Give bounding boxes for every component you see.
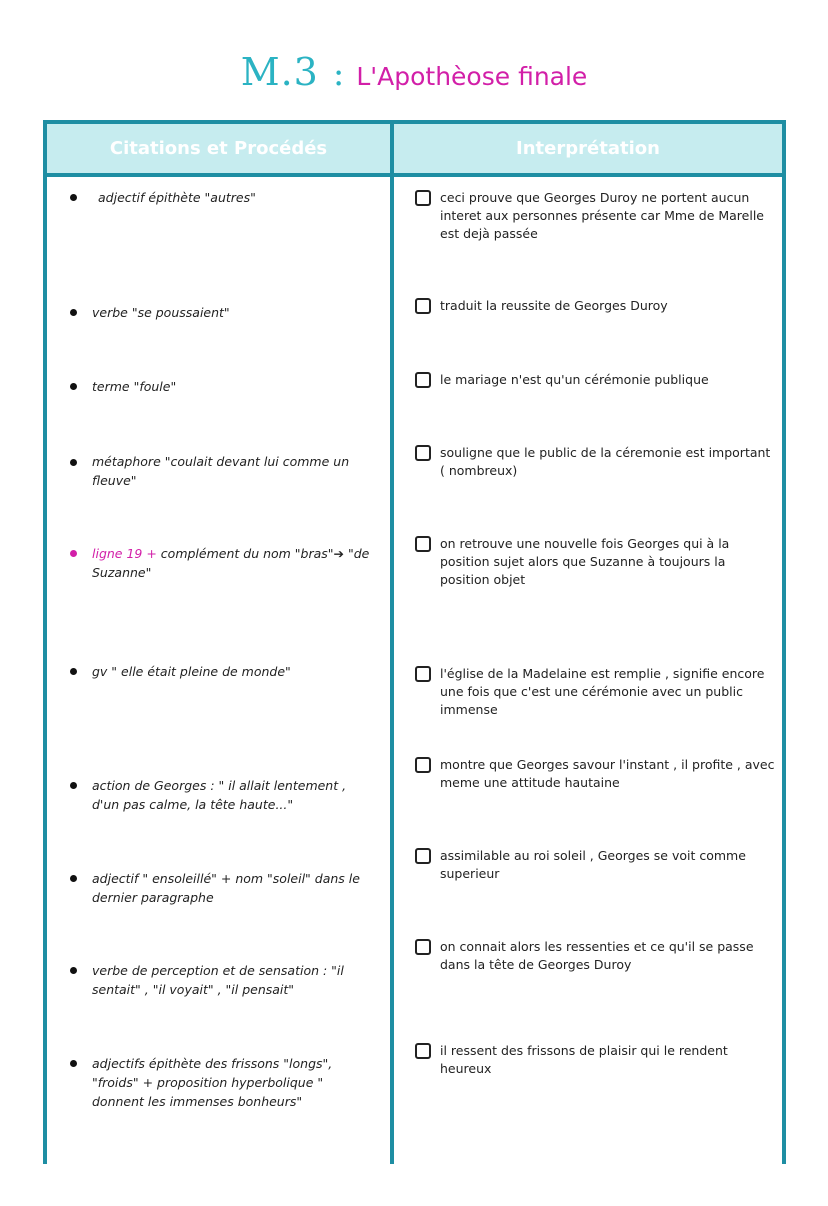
interpretation-item xyxy=(415,938,775,974)
citation-item xyxy=(70,188,370,207)
citation-text: adjectifs épithète des frissons "longs", "froids" + proposition hyperbolique " donnent les immenses bonheurs" xyxy=(92,1056,333,1109)
checkbox-icon[interactable] xyxy=(415,1043,431,1059)
table-border-left xyxy=(43,120,47,1164)
citation-item xyxy=(70,869,370,907)
checkbox-icon[interactable] xyxy=(415,298,431,314)
citation-text: gv " elle était pleine de monde" xyxy=(92,664,291,679)
citation-text: verbe de perception et de sensation : "il sentait" , "il voyait" , "il pensait" xyxy=(92,963,344,997)
checkbox-icon[interactable] xyxy=(415,757,431,773)
citation-text xyxy=(70,544,370,582)
bullet-icon xyxy=(70,782,77,789)
interpretation-text: traduit la reussite de Georges Duroy xyxy=(440,298,668,313)
citation-text: verbe "se poussaient" xyxy=(92,305,230,320)
interpretation-item xyxy=(415,189,775,243)
citation-text: adjectif épithète "autres" xyxy=(98,190,256,205)
title-separator: : xyxy=(332,54,345,94)
title-subtitle: L'Apothèose finale xyxy=(356,62,588,91)
interpretation-item xyxy=(415,444,775,480)
checkbox-icon[interactable] xyxy=(415,848,431,864)
citation-item xyxy=(70,452,370,490)
page-title xyxy=(0,50,828,94)
citation-item xyxy=(70,1054,370,1111)
column-header-interpretation: Interprétation xyxy=(394,124,782,173)
interpretation-text: l'église de la Madelaine est remplie , signifie encore une fois que c'est une cérémonie avec un public immense xyxy=(440,666,765,717)
citation-item xyxy=(70,544,370,582)
checkbox-icon[interactable] xyxy=(415,190,431,206)
bullet-icon xyxy=(70,967,77,974)
bullet-icon xyxy=(70,1060,77,1067)
checkbox-icon[interactable] xyxy=(415,536,431,552)
interpretation-item xyxy=(415,297,775,315)
interpretation-text: ceci prouve que Georges Duroy ne portent aucun interet aux personnes présente car Mme de Marelle est dejà passée xyxy=(440,190,764,241)
citation-item xyxy=(70,776,370,814)
bullet-icon xyxy=(70,194,77,201)
citation-text: terme "foule" xyxy=(92,379,177,394)
bullet-icon xyxy=(70,459,77,466)
bullet-icon xyxy=(70,383,77,390)
citation-text: adjectif " ensoleillé" + nom "soleil" dans le dernier paragraphe xyxy=(92,871,360,905)
interpretation-item xyxy=(415,665,775,719)
interpretation-text: il ressent des frissons de plaisir qui le rendent heureux xyxy=(440,1043,728,1076)
line-reference: ligne 19 + xyxy=(92,546,157,561)
bullet-icon xyxy=(70,550,77,557)
bullet-icon xyxy=(70,875,77,882)
checkbox-icon[interactable] xyxy=(415,939,431,955)
interpretation-item xyxy=(415,535,775,589)
checkbox-icon[interactable] xyxy=(415,445,431,461)
citation-text: action de Georges : " il allait lentement , d'un pas calme, la tête haute..." xyxy=(92,778,347,812)
citation-item xyxy=(70,961,370,999)
checkbox-icon[interactable] xyxy=(415,372,431,388)
table-border-top xyxy=(43,120,786,124)
interpretation-text: souligne que le public de la céremonie est important ( nombreux) xyxy=(440,445,771,478)
interpretation-item xyxy=(415,371,775,389)
interpretation-text: le mariage n'est qu'un cérémonie publique xyxy=(440,372,709,387)
column-header-citations: Citations et Procédés xyxy=(47,124,390,173)
interpretation-text: on connait alors les ressenties et ce qu'il se passe dans la tête de Georges Duroy xyxy=(440,939,754,972)
title-main: M.3 xyxy=(240,50,319,94)
bullet-icon xyxy=(70,309,77,316)
citation-text-rest: complément du nom "bras"➔ "de Suzanne" xyxy=(92,546,370,580)
interpretation-text: montre que Georges savour l'instant , il profite , avec meme une attitude hautaine xyxy=(440,757,775,790)
interpretation-text: on retrouve une nouvelle fois Georges qui à la position sujet alors que Suzanne à toujours la position objet xyxy=(440,536,730,587)
interpretation-item xyxy=(415,756,775,792)
citation-item xyxy=(70,662,370,681)
citation-item xyxy=(70,377,370,396)
checkbox-icon[interactable] xyxy=(415,666,431,682)
interpretation-item xyxy=(415,1042,775,1078)
interpretation-text: assimilable au roi soleil , Georges se voit comme superieur xyxy=(440,848,746,881)
citation-item xyxy=(70,303,370,322)
citation-text: métaphore "coulait devant lui comme un fleuve" xyxy=(92,454,350,488)
interpretation-item xyxy=(415,847,775,883)
table-border-right xyxy=(782,120,786,1164)
bullet-icon xyxy=(70,668,77,675)
table-header-divider xyxy=(43,173,786,177)
table-column-divider xyxy=(390,120,394,1164)
